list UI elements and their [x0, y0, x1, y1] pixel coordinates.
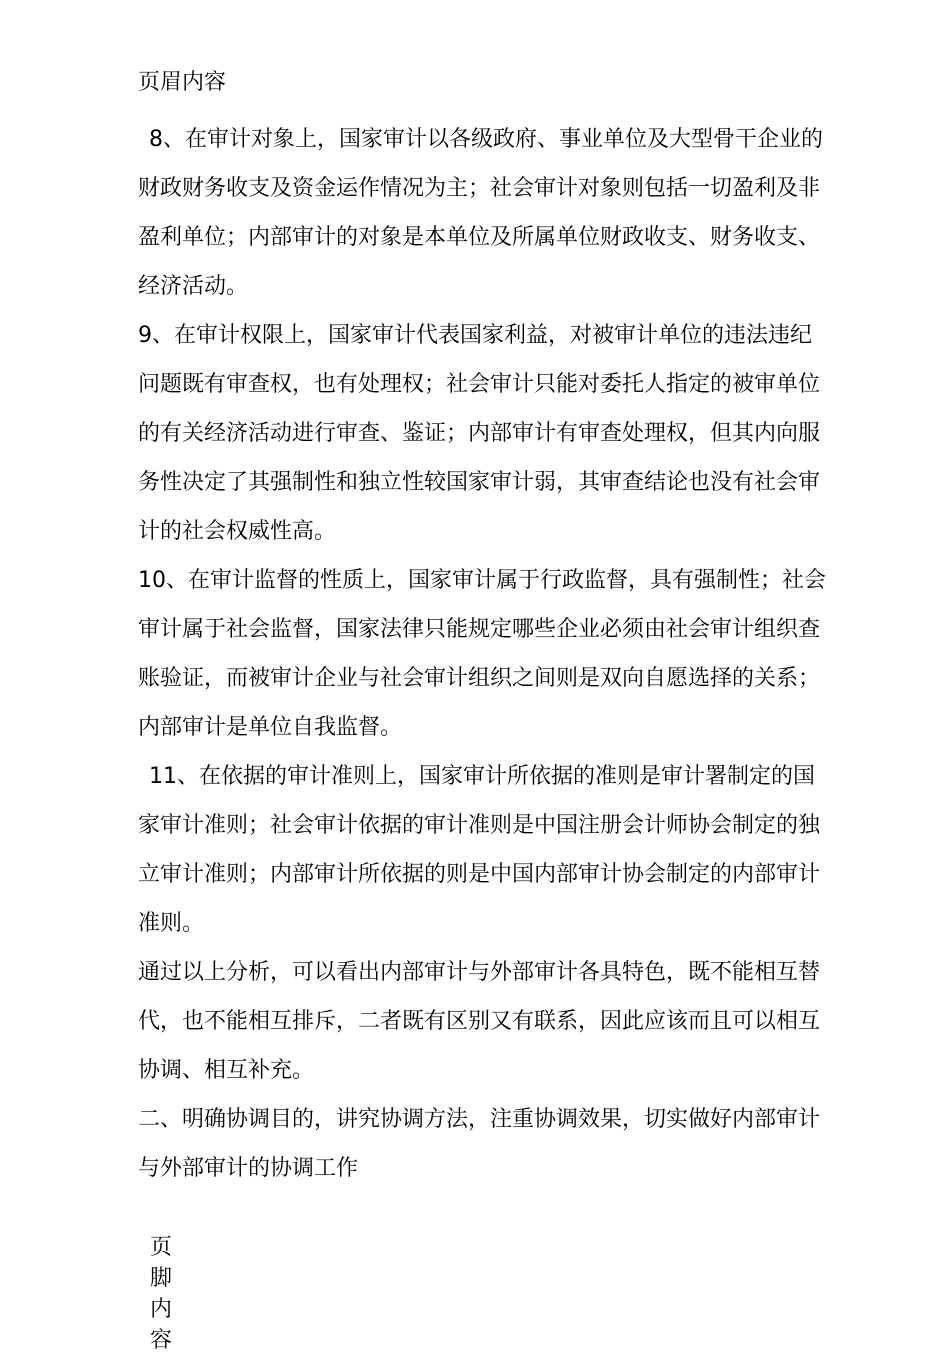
paragraph-audit-authority: 9、在审计权限上，国家审计代表国家利益，对被审计单位的违法违纪问题既有审查权，也有处理权；社会审计只能对委托人指定的被审单位的有关经济活动进行审查、鉴证；内部审计有审查处理权，但其内向服务性决定了其强制性和独立性较国家审计弱，其审查结论也没有社会审计的社会权威性高。	[138, 323, 821, 544]
paragraph-analysis-summary: 通过以上分析，可以看出内部审计与外部审计各具特色，既不能相互替代，也不能相互排斥，二者既有区别又有联系，因此应该而且可以相互协调、相互补充。	[138, 960, 821, 1083]
paragraph-audit-standards: 11、在依据的审计准则上，国家审计所依据的准则是审计署制定的国家审计准则；社会审计依据的审计准则是中国注册会计师协会制定的独立审计准则；内部审计所依据的则是中国内部审计协会制定的内部审计准则。	[138, 764, 821, 936]
page-header: 页眉内容	[138, 70, 227, 95]
paragraph-audit-object: 8、在审计对象上，国家审计以各级政府、事业单位及大型骨干企业的财政财务收支及资金运作情况为主；社会审计对象则包括一切盈利及非盈利单位；内部审计的对象是本单位及所属单位财政收支、财务收支、经济活动。	[138, 127, 823, 299]
page-footer: 页脚内容	[150, 1235, 173, 1353]
paragraph-audit-supervision: 10、在审计监督的性质上，国家审计属于行政监督，具有强制性；社会审计属于社会监督，国家法律只能规定哪些企业必须由社会审计组织查账验证，而被审计企业与社会审计组织之间则是双向自愿选择的关系；内部审计是单位自我监督。	[138, 568, 826, 740]
document-body	[138, 115, 828, 1193]
section-heading-coordination: 二、明确协调目的，讲究协调方法，注重协调效果，切实做好内部审计与外部审计的协调工作	[138, 1107, 821, 1181]
